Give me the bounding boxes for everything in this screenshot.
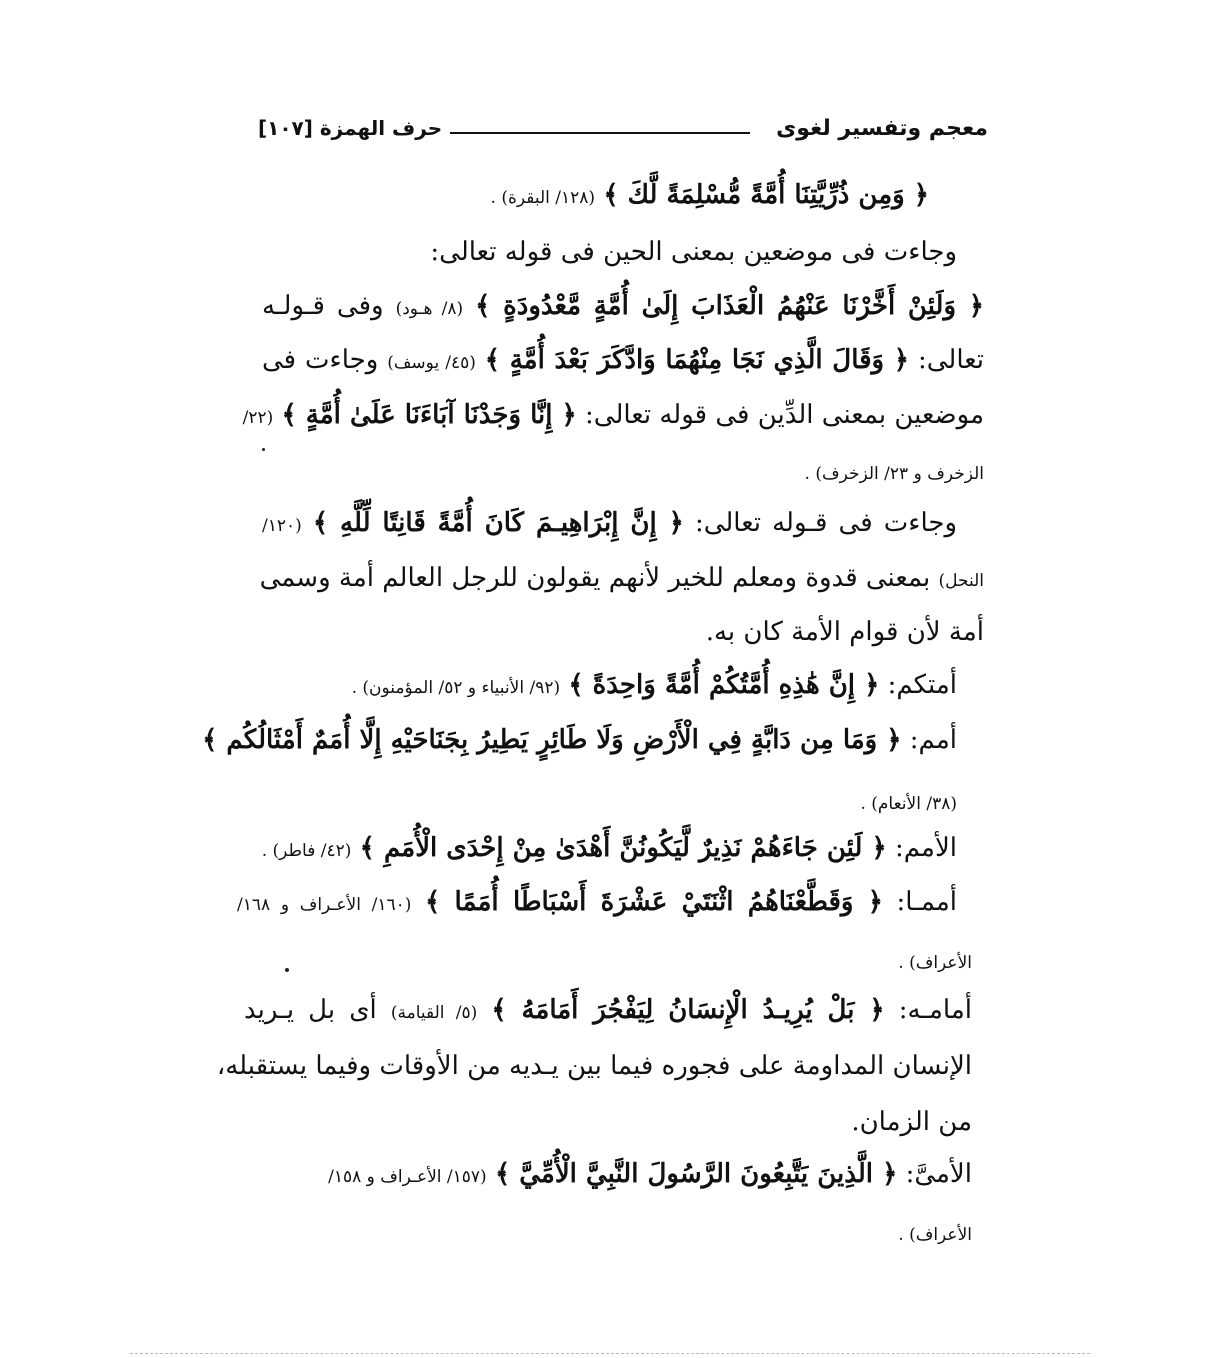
verse-reference: الأعراف) . — [898, 953, 972, 973]
verse-reference: (٩٢/ الأنبياء و ٥٢/ المؤمنون) . — [351, 678, 561, 698]
header-rule — [450, 132, 750, 134]
quran-verse: ﴿ إِنَّا وَجَدْنَا آبَاءَنَا عَلَىٰ أُمَّةٍ ﴾ — [281, 400, 577, 430]
entry-heading: أمم: — [909, 725, 957, 755]
paragraph-text: وجاءت فى موضعين بمعنى الحين فى قوله تعالى: — [430, 237, 957, 267]
verse-reference: (١٢٠/ — [262, 516, 302, 536]
scan-edge — [130, 1353, 1090, 1354]
verse-reference: (٢٢/ — [242, 408, 274, 428]
paragraph-text: وفى قـولـه — [262, 291, 384, 321]
verse-reference: (١٥٧/ الأعـراف و ١٥٨/ — [328, 1167, 487, 1187]
quran-verse: ﴿ وَمَا مِن دَابَّةٍ فِي الْأَرْضِ وَلَا طَائِرٍ يَطِيرُ بِجَنَاحَيْهِ إِلَّا أُمَمٌ أَمْثَالُكُم ﴾ — [202, 725, 902, 755]
section-title: حرف الهمزة [١٠٧] — [258, 116, 443, 140]
scan-speck — [285, 968, 289, 972]
entry-heading: أمامـه: — [898, 995, 973, 1025]
text-line-16 — [244, 990, 972, 1033]
paragraph-text: أى بل يـريد — [244, 995, 377, 1025]
verse-reference: (٤٢/ فاطر) . — [261, 841, 352, 861]
paragraph-text: وجاءت فى قـوله تعالى: — [694, 508, 958, 538]
text-line-7 — [262, 503, 957, 546]
verse-reference: (٨/ هـود) — [395, 299, 464, 319]
paragraph-text: من الزمان. — [851, 1107, 972, 1137]
text-line-19 — [328, 1154, 972, 1197]
entry-heading: أمتكم: — [887, 670, 957, 700]
text-line-18 — [851, 1102, 972, 1142]
entry-heading: أممـا: — [896, 887, 958, 917]
verse-reference: الأعراف) . — [898, 1225, 972, 1245]
quran-verse: ﴿ إِنَّ هَٰذِهِ أُمَّتُكُمْ أُمَّةً وَاحِدَةً ﴾ — [568, 670, 880, 700]
text-line-11 — [202, 720, 957, 760]
verse-reference: (١٦٠/ الأعـراف و ١٦٨/ — [237, 895, 412, 915]
quran-verse: ﴿ إِنَّ إِبْرَاهِيـمَ كَانَ أُمَّةً قَانِتًا لِّلَّهِ ﴾ — [312, 508, 684, 538]
entry-heading: الأمىَّ: — [905, 1159, 972, 1189]
text-line-3 — [262, 286, 984, 329]
quran-verse: ﴿ وَقَطَّعْنَاهُمُ اثْنَتَيْ عَشْرَةَ أَسْبَاطًا أُمَمًا ﴾ — [424, 887, 883, 917]
quran-verse: ﴿ بَلْ يُرِيـدُ الْإِنسَانُ لِيَفْجُرَ أَمَامَهُ ﴾ — [491, 995, 885, 1025]
verse-reference: النحل) — [938, 571, 984, 591]
text-line-4 — [262, 340, 984, 383]
text-line-20 — [898, 1212, 972, 1255]
book-title: معجم وتفسير لغوى — [776, 116, 988, 141]
verse-reference: (٥/ القيامة) — [390, 1003, 478, 1023]
paragraph-text: موضعين بمعنى الدِّين فى قوله تعالى: — [585, 400, 984, 430]
running-header — [258, 112, 988, 146]
text-line-6 — [805, 451, 984, 494]
text-line-1 — [491, 175, 929, 218]
text-line-9 — [706, 612, 984, 652]
verse-reference: (٣٨/ الأنعام) . — [860, 794, 957, 814]
paragraph-text: بمعنى قدوة ومعلم للخير لأنهم يقولون للرجل العالم أمة وسمى — [259, 563, 931, 593]
text-line-2 — [430, 232, 957, 272]
paragraph-text: أمة لأن قوام الأمة كان به. — [705, 617, 984, 647]
paragraph-text: تعالى: — [917, 345, 985, 375]
quran-verse: ﴿ لَئِن جَاءَهُمْ نَذِيرٌ لَّيَكُونُنَّ أَهْدَىٰ مِنْ إِحْدَى الْأُمَمِ ﴾ — [359, 833, 887, 863]
text-line-15 — [898, 940, 972, 983]
quran-verse: ﴿ الَّذِينَ يَتَّبِعُونَ الرَّسُولَ النَّبِيَّ الْأُمِّيَّ ﴾ — [494, 1159, 898, 1189]
text-line-12 — [860, 781, 957, 824]
quran-verse: ﴿ وَقَالَ الَّذِي نَجَا مِنْهُمَا وَادَّكَرَ بَعْدَ أُمَّةٍ ﴾ — [484, 345, 910, 375]
scan-speck — [262, 448, 265, 451]
entry-heading: الأمم: — [894, 833, 957, 863]
paragraph-text: وجاءت فى — [262, 345, 379, 375]
text-line-10 — [352, 665, 957, 708]
text-line-17 — [216, 1046, 972, 1086]
text-line-8 — [259, 558, 984, 601]
quran-verse: ﴿ وَلَئِنْ أَخَّرْنَا عَنْهُمُ الْعَذَابَ إِلَىٰ أُمَّةٍ مَّعْدُودَةٍ ﴾ — [475, 291, 985, 321]
quran-verse: ﴿ وَمِن ذُرِّيَّتِنَا أُمَّةً مُّسْلِمَةً لَّكَ ﴾ — [603, 180, 929, 210]
verse-reference: (٤٥/ يوسف) — [387, 353, 476, 373]
text-line-13 — [262, 828, 957, 871]
verse-reference: (١٢٨/ البقرة) . — [490, 188, 596, 208]
verse-reference: الزخرف و ٢٣/ الزخرف) . — [804, 464, 984, 484]
text-line-5 — [242, 395, 984, 438]
paragraph-text: الإنسان المداومة على فجوره فيما بين يـديه من الأوقات وفيما يستقبله، — [216, 1051, 972, 1081]
text-line-14 — [237, 882, 957, 925]
